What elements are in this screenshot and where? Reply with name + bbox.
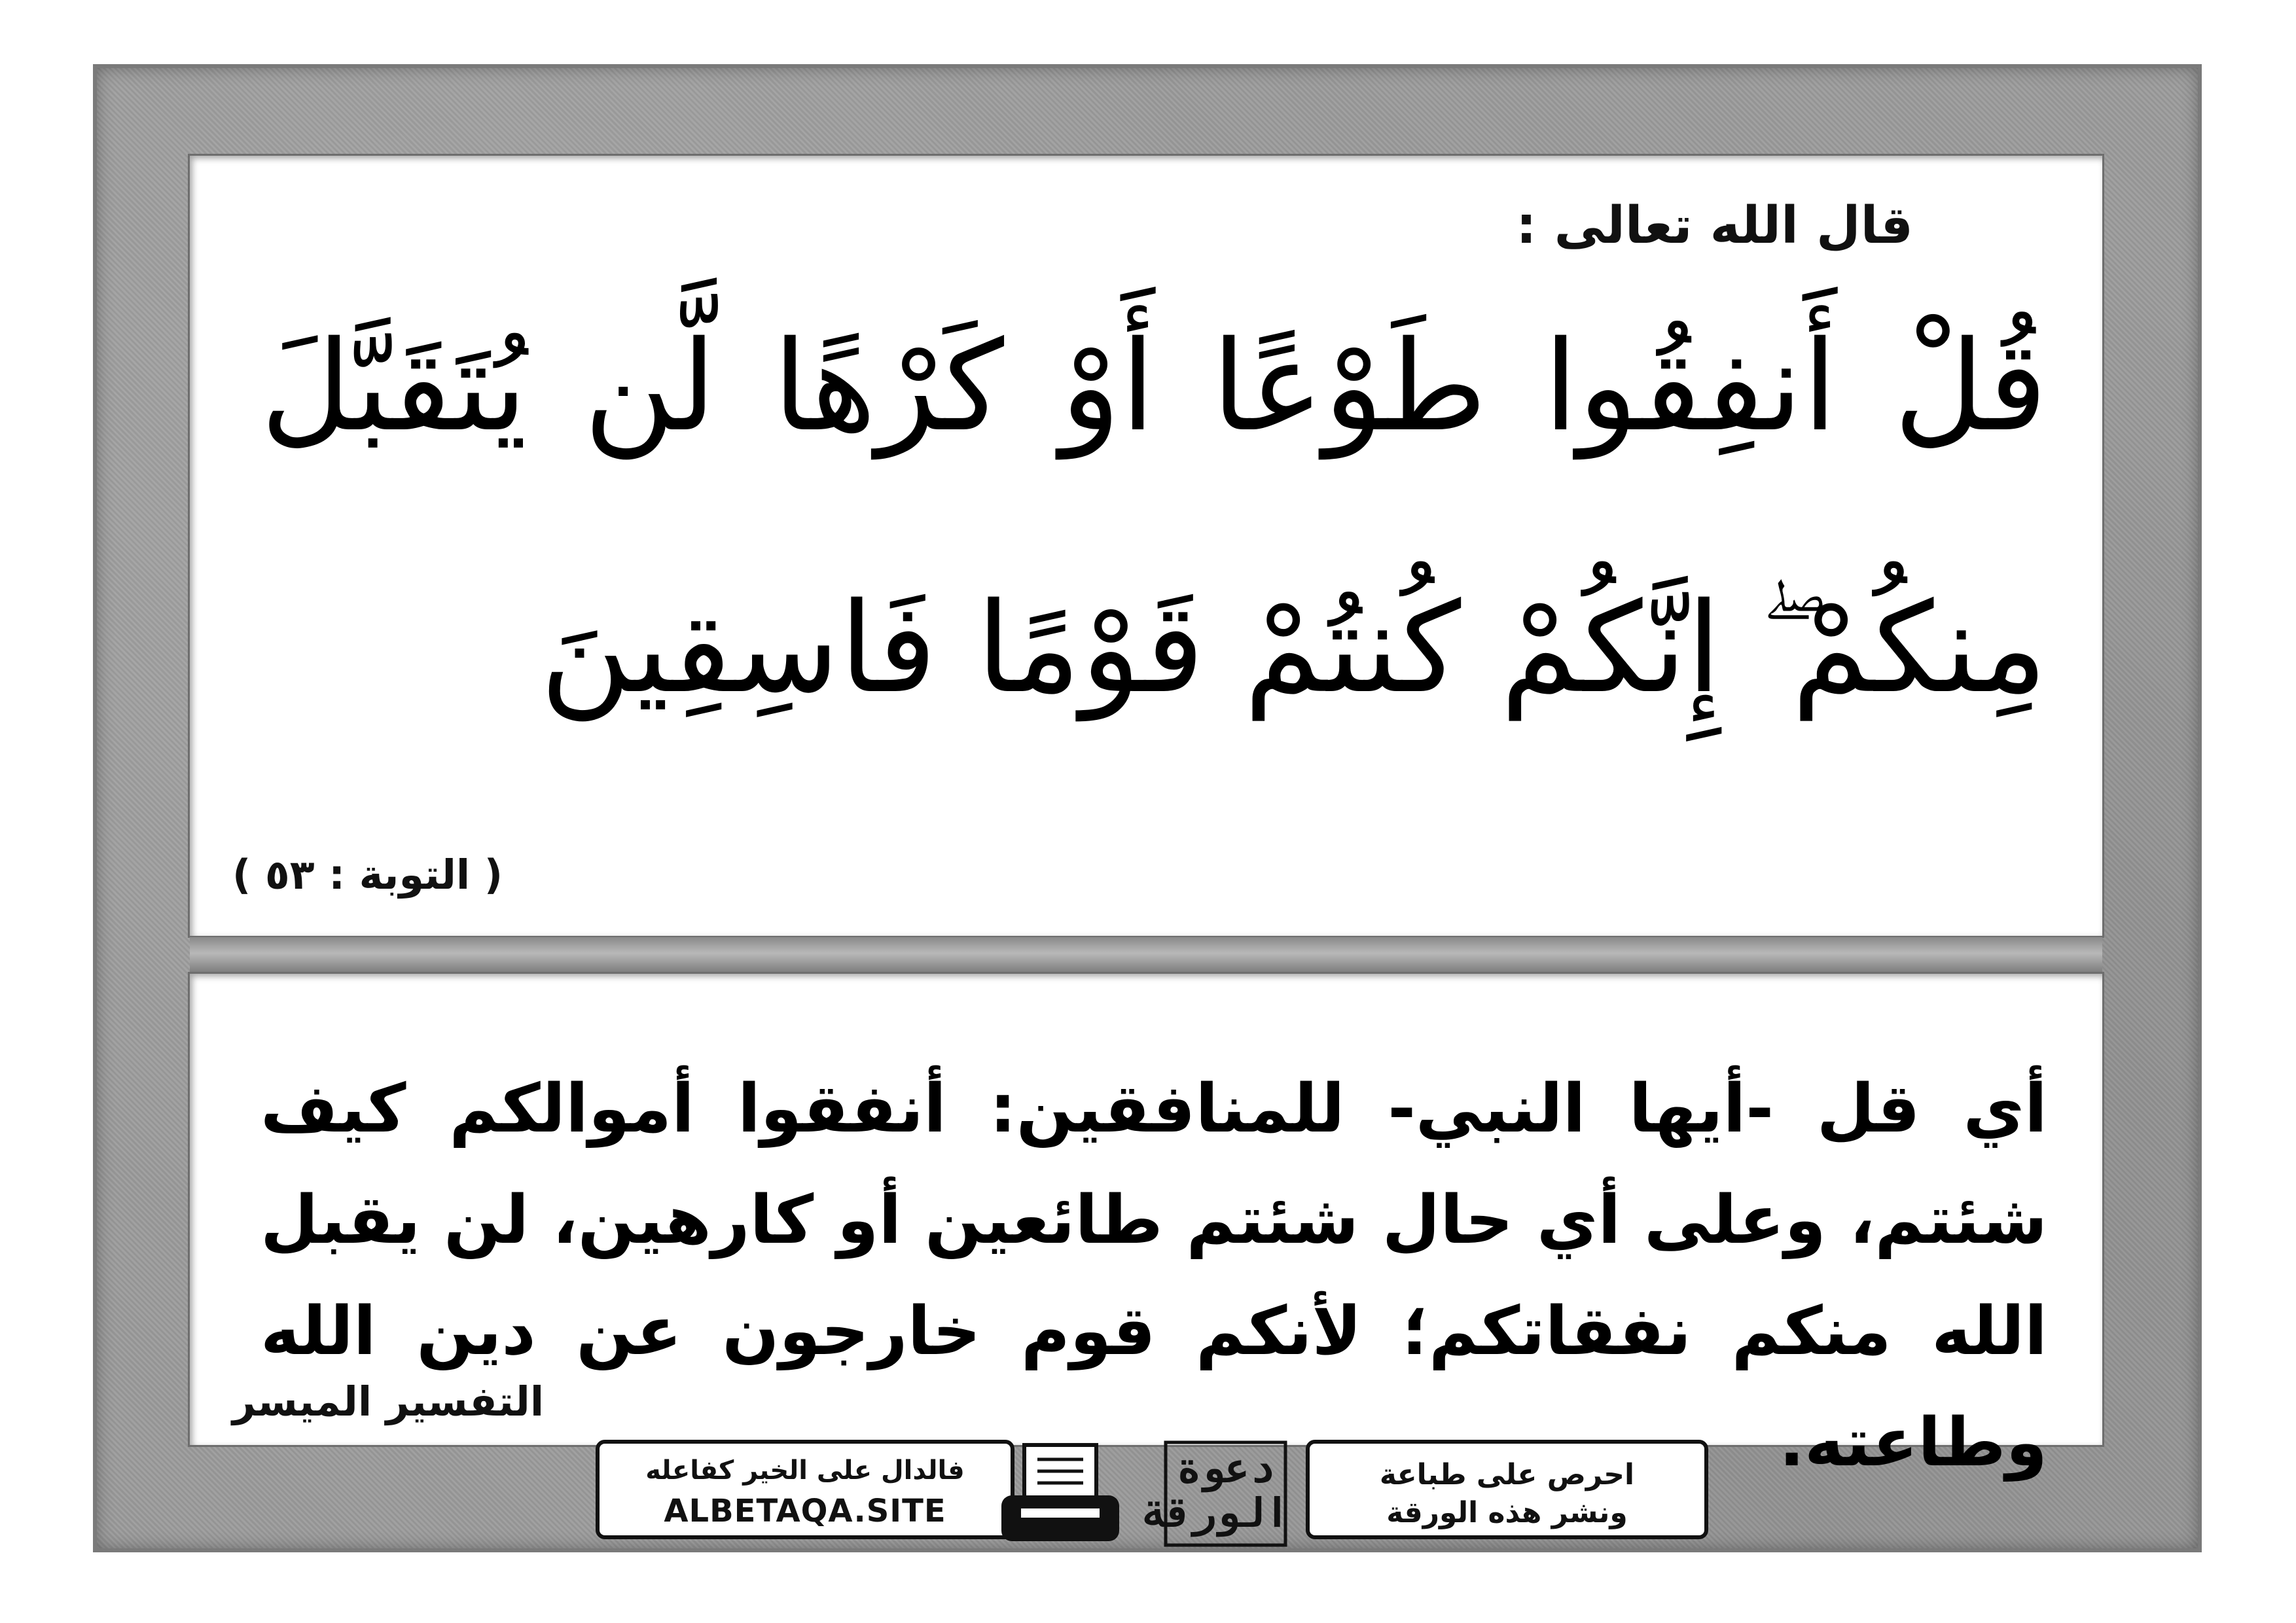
daawa-logo (1143, 1440, 1289, 1548)
print-reminder-line-2: ونشر هذه الورقة (1386, 1496, 1628, 1529)
print-reminder-box (1306, 1440, 1708, 1539)
panel-divider (190, 937, 2102, 972)
print-reminder-line-1: احرص على طباعة (1379, 1458, 1635, 1491)
printer-icon (995, 1440, 1126, 1548)
site-box[interactable] (596, 1440, 1014, 1539)
site-motto: فالدال على الخير كفاعله (645, 1455, 965, 1486)
verse-line-2: مِنكُمْ ۖ إِنَّكُمْ كُنتُمْ قَوْمًا فَاسِقِينَ (540, 576, 2047, 721)
site-url[interactable]: ALBETAQA.SITE (664, 1493, 946, 1529)
footer-bar (596, 1440, 1708, 1548)
intro-heading: قال الله تعالى : (1516, 196, 1913, 255)
verse-panel (190, 156, 2102, 936)
tafsir-text: أي قل -أيها النبي- للمنافقين: أنفقوا أموالكم كيف شئتم، وعلى أي حال شئتم طائعين أو كارهين، لن يقبل الله منكم نفقاتكم؛ لأنكم قوم خارجون عن دين الله وطاعته. (260, 1070, 2047, 1482)
tafsir-source: التفسير الميسر (232, 1378, 545, 1425)
verse-reference: ( التوبة : ٥٣ ) (232, 851, 503, 899)
logo-text: دعوة الورقة (1143, 1444, 1289, 1537)
verse-line-1: قُلْ أَنفِقُوا طَوْعًا أَوْ كَرْهًا لَّن يُتَقَبَّلَ (260, 314, 2047, 459)
